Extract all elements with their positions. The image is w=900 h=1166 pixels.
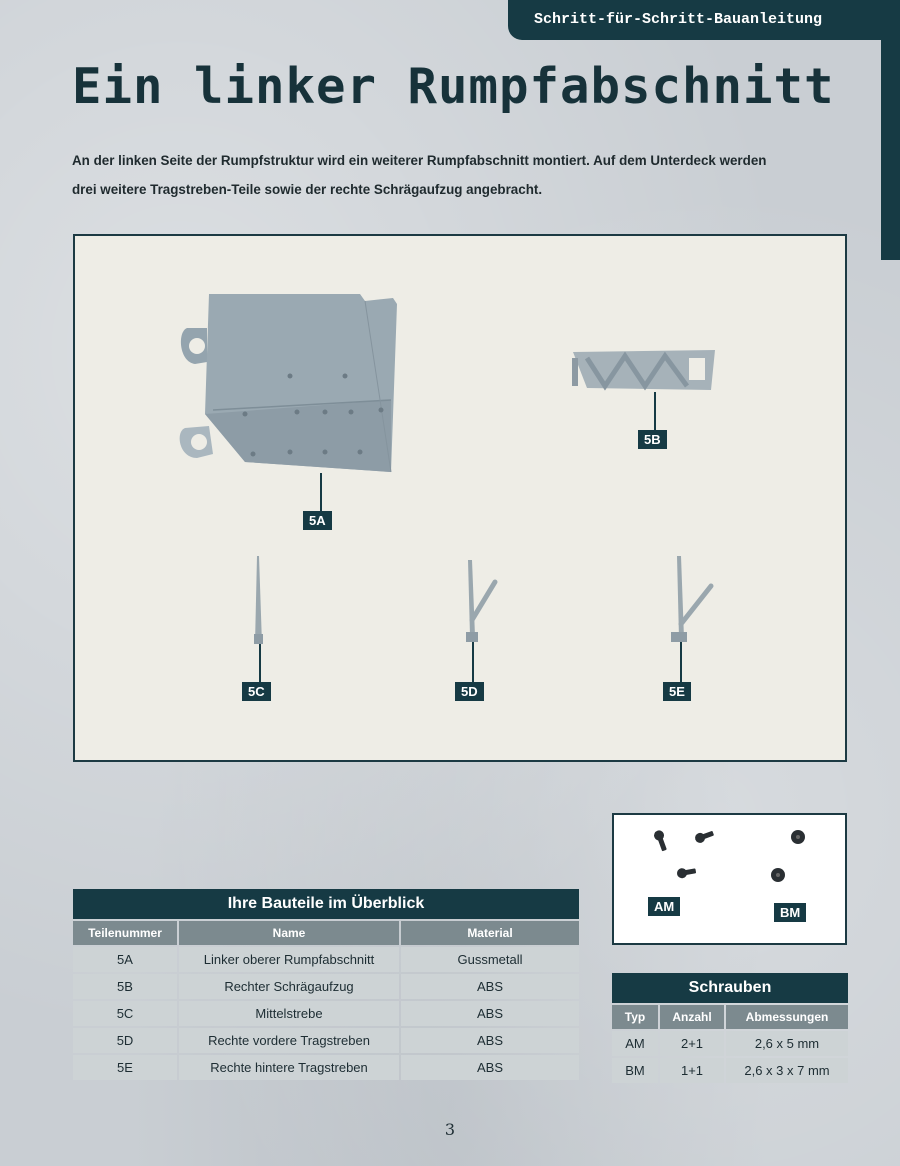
intro-line-1: An der linken Seite der Rumpfstruktur wird ein weiterer Rumpfabschnitt montiert. Auf dem Unterdeck werden [72,153,767,168]
section-header-tab: Schritt-für-Schritt-Bauanleitung [508,0,900,40]
label-stem-5b [654,392,656,430]
part-5a-hull-section [180,294,397,472]
part-material-cell: ABS [401,1055,579,1080]
label-stem-5c [259,644,261,682]
table-row [612,1058,848,1083]
intro-text [72,146,852,204]
table-row [73,1055,579,1080]
screw-header-dimensions: Abmessungen [726,1005,848,1029]
screw-dimension-cell: 2,6 x 5 mm [726,1031,848,1056]
label-5b: 5B [638,430,667,449]
parts-header-number: Teilenummer [73,921,177,945]
parts-photo [73,234,847,762]
label-stem-5a [320,473,322,511]
intro-line-2: drei weitere Tragstreben-Teile sowie der rechte Schrägaufzug angebracht. [72,182,543,197]
parts-table [71,887,581,1082]
screw-header-count: Anzahl [660,1005,724,1029]
table-row [612,1031,848,1056]
label-5e: 5E [663,682,691,701]
side-accent-bar [881,40,900,260]
part-number-cell: 5A [73,947,177,972]
part-number-cell: 5B [73,974,177,999]
label-am: AM [648,897,680,916]
part-material-cell: ABS [401,974,579,999]
part-5c-strut [254,556,263,644]
label-5a: 5A [303,511,332,530]
parts-table-caption: Ihre Bauteile im Überblick [73,889,579,919]
part-number-cell: 5C [73,1001,177,1026]
screw-table-caption: Schrauben [612,973,848,1003]
table-row [73,1028,579,1053]
label-5d: 5D [455,682,484,701]
table-row [73,1001,579,1026]
parts-header-name: Name [179,921,399,945]
part-name-cell: Linker oberer Rumpfabschnitt [179,947,399,972]
part-material-cell: Gussmetall [401,947,579,972]
part-name-cell: Mittelstrebe [179,1001,399,1026]
part-material-cell: ABS [401,1028,579,1053]
screw-count-cell: 2+1 [660,1031,724,1056]
part-number-cell: 5D [73,1028,177,1053]
screw-header-type: Typ [612,1005,658,1029]
screws-photo [612,813,847,945]
screw-table [610,971,850,1085]
table-row [73,974,579,999]
part-name-cell: Rechter Schrägaufzug [179,974,399,999]
label-5c: 5C [242,682,271,701]
screw-bm-icon [771,830,805,882]
label-stem-5d [472,642,474,682]
screws-illustration [614,815,845,943]
label-stem-5e [680,642,682,682]
part-5e-strut [671,556,711,642]
page-number: 3 [444,1120,456,1139]
part-5b-truss [573,350,715,390]
part-number-cell: 5E [73,1055,177,1080]
part-5d-strut [466,560,495,642]
screw-dimension-cell: 2,6 x 3 x 7 mm [726,1058,848,1083]
screw-am-icon [653,828,715,879]
part-material-cell: ABS [401,1001,579,1026]
screw-type-cell: AM [612,1031,658,1056]
page-title: Ein linker Rumpfabschnitt [72,58,835,115]
table-row [73,947,579,972]
parts-header-material: Material [401,921,579,945]
part-name-cell: Rechte vordere Tragstreben [179,1028,399,1053]
part-name-cell: Rechte hintere Tragstreben [179,1055,399,1080]
label-bm: BM [774,903,806,922]
screw-type-cell: BM [612,1058,658,1083]
screw-count-cell: 1+1 [660,1058,724,1083]
